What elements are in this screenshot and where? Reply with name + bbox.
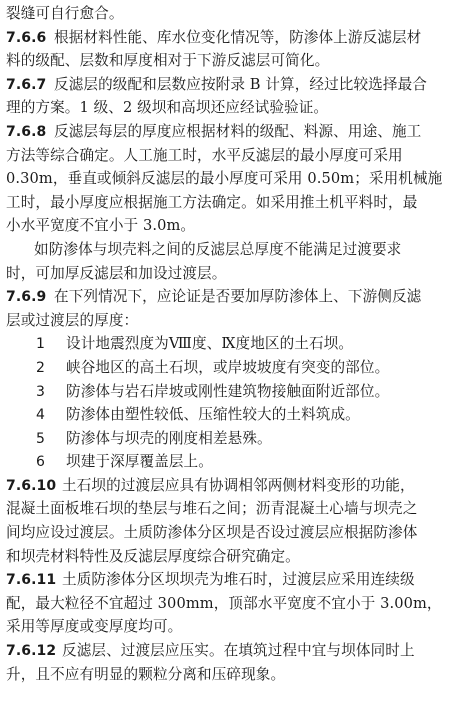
clause-number: 7.6.10: [6, 477, 57, 494]
clause-number: 7.6.12: [6, 643, 57, 660]
text-line: [6, 262, 462, 286]
text-line: [6, 545, 462, 569]
line-text: 峡谷地区的高土石坝，或岸坡坡度有突变的部位。: [66, 358, 390, 376]
line-text: 和坝壳材料特性及反滤层厚度综合研究确定。: [6, 547, 300, 565]
list-item: [6, 450, 462, 474]
text-line: [6, 214, 462, 238]
clause-line: [6, 639, 462, 663]
line-text: 小水平宽度不宜小于 3.0m。: [6, 217, 196, 235]
line-text: 料的级配、层数和厚度相对于下游反滤层可简化。: [6, 52, 330, 70]
clause-line: [6, 120, 462, 144]
list-item-number: 5: [36, 430, 46, 447]
list-item-number: 3: [36, 383, 46, 400]
list-item-number: 1: [36, 336, 46, 353]
line-text: 防渗体与坝壳的刚度相差悬殊。: [66, 429, 272, 447]
clause-number: 7.6.6: [6, 29, 47, 46]
list-item-number: 2: [36, 359, 46, 376]
text-line: [6, 497, 462, 521]
line-text: 土质防渗体分区坝坝壳为堆石时，过渡层应采用连续级: [62, 571, 415, 589]
list-item-number: 6: [36, 454, 46, 471]
line-text: 采用等厚度或变厚度均可。: [6, 618, 183, 636]
clause-number: 7.6.7: [6, 76, 47, 93]
line-text: 在下列情况下，应论证是否要加厚防渗体上、下游侧反滤: [54, 288, 422, 306]
line-text: 配，最大粒径不宜超过 300mm，顶部水平宽度不宜小于 3.00m，: [6, 594, 442, 612]
line-text: 反滤层每层的厚度应根据材料的级配、料源、用途、施工: [54, 122, 422, 140]
clause-line: [6, 568, 462, 592]
clause-line: [6, 73, 462, 97]
text-line: [6, 592, 462, 616]
text-line: [6, 191, 462, 215]
clause-number: 7.6.11: [6, 572, 57, 589]
list-item: [6, 380, 462, 404]
list-item-number: 4: [36, 407, 46, 424]
text-line: [6, 309, 462, 333]
line-text: 理的方案。1 级、2 级坝和高坝还应经试验验证。: [6, 99, 329, 117]
line-text: 工时，最小厚度应根据施工方法确定。如采用推土机平料时，最: [6, 193, 418, 211]
text-line: [6, 49, 462, 73]
line-text: 升，且不应有明显的颗粒分离和压碎现象。: [6, 665, 286, 683]
line-text: 根据材料性能、库水位变化情况等，防渗体上游反滤层材: [54, 28, 422, 46]
clause-line: [6, 474, 462, 498]
list-item: [6, 332, 462, 356]
line-text: 方法等综合确定。人工施工时，水平反滤层的最小厚度可采用: [6, 146, 403, 164]
line-text: 反滤层、过渡层应压实。在填筑过程中宜与坝体同时上: [62, 642, 415, 660]
line-text: 0.30m，垂直或倾斜反滤层的最小厚度可采用 0.50m；采用机械施: [6, 170, 443, 188]
text-line: [6, 167, 462, 191]
line-text: 防渗体由塑性较低、压缩性较大的土料筑成。: [66, 406, 360, 424]
list-item: [6, 427, 462, 451]
text-line: [6, 663, 462, 687]
line-text: 混凝土面板堆石坝的垫层与堆石之间；沥青混凝土心墙与坝壳之: [6, 500, 418, 518]
line-text: 层或过渡层的厚度：: [6, 311, 139, 329]
text-line: [6, 521, 462, 545]
line-text: 如防渗体与坝壳料之间的反滤层总厚度不能满足过渡要求: [34, 240, 402, 258]
line-text: 间均应设过渡层。土质防渗体分区坝是否设过渡层应根据防渗体: [6, 524, 418, 542]
line-text: 防渗体与岩石岸坡或刚性建筑物接触面附近部位。: [66, 382, 390, 400]
text-line: [6, 238, 462, 262]
clause-number: 7.6.9: [6, 289, 47, 306]
line-text: 时，可加厚反滤层和加设过渡层。: [6, 264, 227, 282]
text-line: [6, 144, 462, 168]
line-text: 土石坝的过渡层应具有协调相邻两侧材料变形的功能，: [62, 476, 415, 494]
list-item: [6, 356, 462, 380]
clause-line: [6, 285, 462, 309]
line-text: 裂缝可自行愈合。: [6, 5, 124, 22]
clause-line: [6, 26, 462, 50]
text-line: [6, 615, 462, 639]
clause-number: 7.6.8: [6, 123, 47, 140]
line-text: 设计地震烈度为Ⅷ度、Ⅸ度地区的土石坝。: [66, 335, 354, 353]
text-line: [6, 2, 462, 26]
line-text: 反滤层的级配和层数应按附录 B 计算，经过比较选择最合: [54, 75, 427, 93]
list-item: [6, 403, 462, 427]
line-text: 坝建于深厚覆盖层上。: [66, 453, 213, 471]
text-line: [6, 96, 462, 120]
